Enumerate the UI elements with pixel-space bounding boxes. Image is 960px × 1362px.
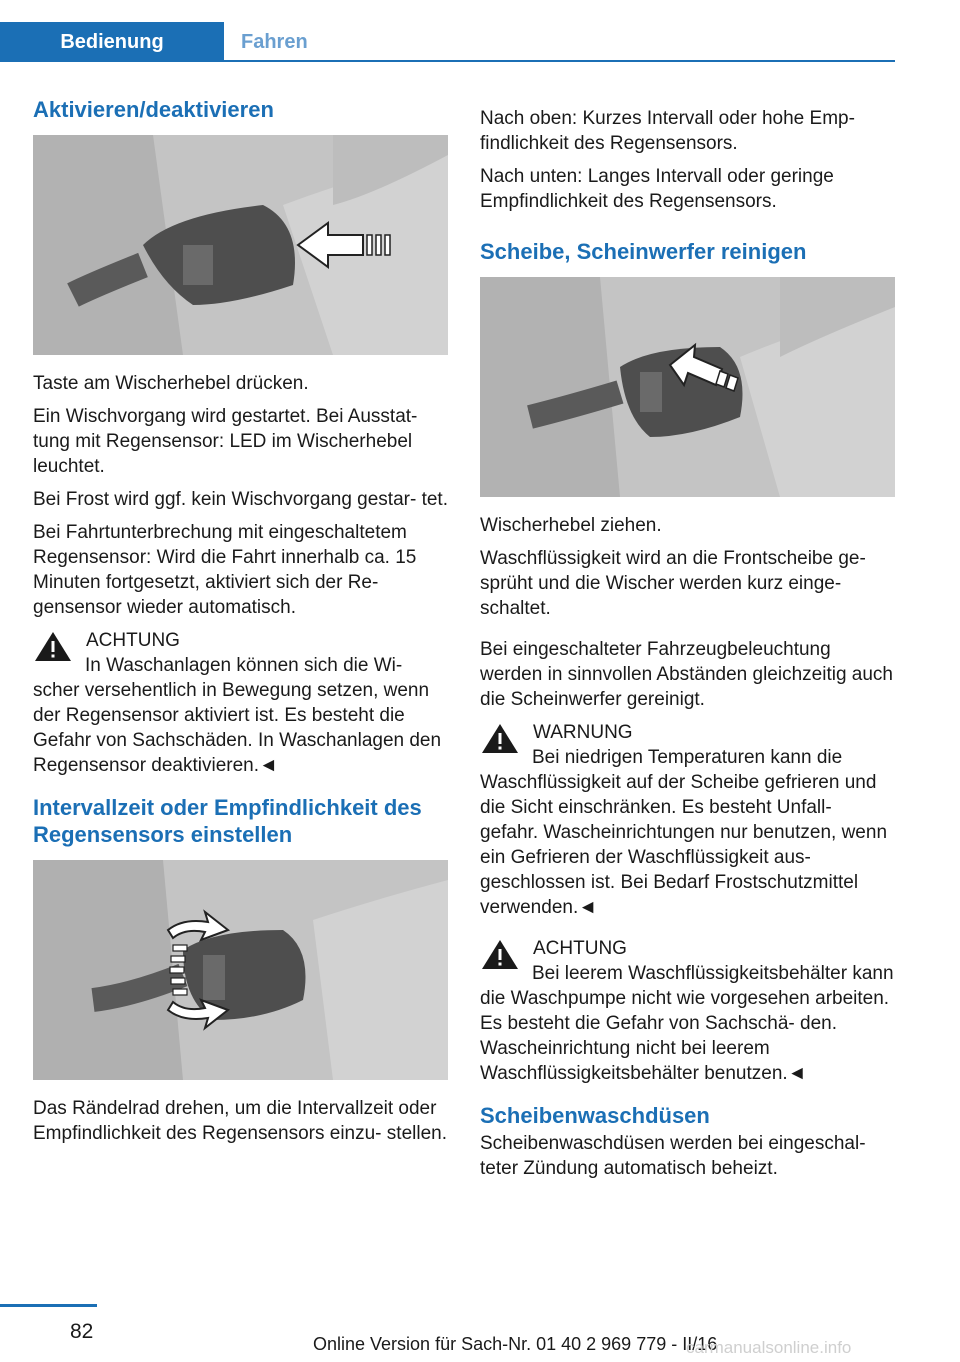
paragraph: Nach unten: Langes Intervall oder geringe Empfindlichkeit des Regensensors. — [480, 166, 834, 212]
section-heading-nozzles: Scheibenwaschdüsen — [480, 1103, 710, 1128]
warning-triangle-icon — [480, 938, 520, 972]
paragraph: Ein Wischvorgang wird gestartet. Bei Ausstat‐ tung mit Regensensor: LED im Wischerhebel leuchtet. — [33, 406, 418, 477]
paragraph: Nach oben: Kurzes Intervall oder hohe Emp‐ findlichkeit des Regensensors. — [480, 108, 855, 154]
caution-text: Bei leerem Waschflüssigkeitsbehälter kann die Waschpumpe nicht wie vorgesehen arbeiten. Es besteht die Gefahr von Sachschä‐ den. Wascheinrichtung nicht bei leerem Waschflüssigkeitsbehälter benutzen.◄ — [480, 963, 894, 1084]
paragraph: Wischerhebel ziehen. — [480, 515, 662, 536]
tab-fahren[interactable]: Fahren — [241, 31, 308, 53]
paragraph: Bei Frost wird ggf. kein Wischvorgang gestar‐ tet. — [33, 489, 448, 510]
footer-rule — [0, 1304, 97, 1307]
watermark: carmanualsonline.info — [686, 1338, 852, 1357]
page-number: 82 — [70, 1320, 94, 1343]
thumbwheel-illustration — [33, 860, 448, 1080]
right-column — [480, 106, 895, 1189]
paragraph: Bei eingeschalteter Fahrzeugbeleuchtung werden in sinnvollen Abständen gleichzeitig auch die Scheinwerfer gereinigt. — [480, 639, 893, 710]
caution-notice — [480, 936, 895, 1086]
wiper-lever-press-illustration — [33, 135, 448, 355]
caution-title: ACHTUNG — [86, 630, 180, 651]
caution-text: In Waschanlagen können sich die Wi‐ scher versehentlich in Bewegung setzen, wenn der Regensensor aktiviert ist. Es besteht die Gefahr von Sachschäden. In Waschanlagen den Regensensor deaktivieren.◄ — [33, 655, 442, 776]
paragraph: Waschflüssigkeit wird an die Frontscheibe ge‐ sprüht und die Wischer werden kurz einge‐ schaltet. — [480, 548, 866, 619]
header-rule — [0, 60, 895, 62]
paragraph: Bei Fahrtunterbrechung mit eingeschaltetem Regensensor: Wird die Fahrt innerhalb ca. 15 Minuten fortgesetzt, aktiviert sich der Re‐ gensensor wieder automatisch. — [33, 522, 417, 618]
warning-title: WARNUNG — [533, 722, 633, 743]
warning-triangle-icon — [33, 630, 73, 664]
section-heading-interval: Intervallzeit oder Empfindlichkeit des Regensensors einstellen — [33, 795, 422, 847]
section-heading-activate: Aktivieren/deaktivieren — [33, 97, 274, 122]
online-version-note: Online Version für Sach-Nr. 01 40 2 969 779 - II/16 — [313, 1334, 718, 1354]
paragraph: Taste am Wischerhebel drücken. — [33, 373, 309, 394]
warning-triangle-icon — [480, 722, 520, 756]
caution-title: ACHTUNG — [533, 938, 627, 959]
warning-text: Bei niedrigen Temperaturen kann die Waschflüssigkeit auf der Scheibe gefrieren und die Sicht einschränken. Es besteht Unfall‐ gefahr. Wascheinrichtungen nur benutzen, wenn ein Gefrieren der Waschflüssigkeit aus‐ geschlossen ist. Bei Bedarf Frostschutzmittel verwenden.◄ — [480, 747, 888, 918]
caution-notice — [33, 628, 448, 778]
tab-bedienung[interactable]: Bedienung — [0, 22, 224, 60]
chapter-tabs — [0, 22, 895, 62]
wiper-lever-pull-illustration — [480, 277, 895, 497]
left-column — [33, 96, 448, 1154]
paragraph: Das Rändelrad drehen, um die Intervallzeit oder Empfindlichkeit des Regensensors einzu‐ stellen. — [33, 1098, 447, 1144]
warning-notice — [480, 720, 895, 920]
section-heading-clean: Scheibe, Scheinwerfer reinigen — [480, 239, 807, 264]
paragraph: Scheibenwaschdüsen werden bei eingeschal‐ teter Zündung automatisch beheizt. — [480, 1133, 866, 1179]
